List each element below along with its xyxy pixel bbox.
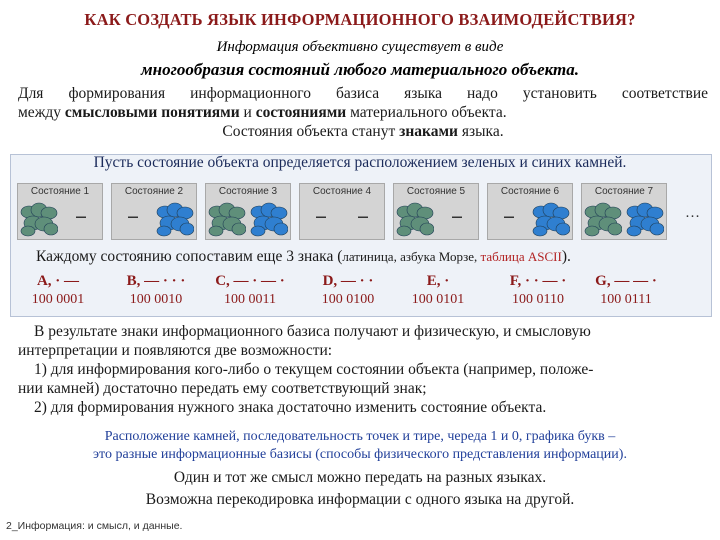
stone-slot (626, 201, 664, 237)
stone (21, 226, 35, 236)
letter-morse-code: C, — · — · (215, 273, 285, 289)
state-label: Состояние 4 (312, 186, 372, 197)
intro-line-2 (18, 103, 708, 122)
intro-line-1: Для формирования информационного базиса языка надо установить соответствие (18, 85, 708, 102)
ascii-binary-code: 100 0101 (411, 292, 465, 307)
stones-image (20, 201, 58, 237)
text-span: языка. (457, 123, 504, 140)
text-span: ). (561, 248, 571, 265)
subtitle-line-2: многообразия состояний любого материального объекта. (141, 60, 579, 79)
state-label: Состояние 2 (124, 186, 184, 197)
bases-note-line-2: это разные информационные базисы (способы физического представления информации). (93, 447, 627, 462)
state-label: Состояние 3 (218, 186, 278, 197)
stone (397, 226, 411, 236)
ascii-binary-code: 100 0010 (129, 292, 183, 307)
codes-row (0, 273, 720, 313)
empty-slot-mark: ▬▬ (504, 214, 514, 220)
stone-slot (438, 201, 476, 237)
stone-slot (208, 201, 246, 237)
code-column (488, 273, 588, 308)
result-paragraph (18, 322, 710, 417)
state-label: Состояние 7 (594, 186, 654, 197)
letter-morse-code: A, · — (36, 273, 80, 289)
stone-slot (114, 201, 152, 237)
text-span: латиница, азбука Морзе, (342, 249, 481, 264)
stone (608, 223, 622, 235)
result-line-5: 2) для формирования нужного знака достаточно изменить состояние объекта. (34, 399, 547, 416)
state-tile (487, 183, 573, 240)
state-tile (299, 183, 385, 240)
intro-paragraph (18, 84, 708, 141)
state-tile (581, 183, 667, 240)
text-span: Состояния объекта станут (222, 123, 400, 140)
code-column (200, 273, 300, 308)
letter-morse-code: G, — — · (595, 273, 657, 289)
stone-slot (584, 201, 622, 237)
stone (232, 223, 246, 235)
stone-slot (532, 201, 570, 237)
code-column (106, 273, 206, 308)
empty-slot-mark: ▬▬ (358, 214, 368, 220)
empty-slot-mark: ▬▬ (452, 214, 462, 220)
ascii-binary-code: 100 0100 (321, 292, 375, 307)
stones-image (250, 201, 288, 237)
bold-term: состояниями (255, 104, 347, 121)
code-column (388, 273, 488, 308)
stone (44, 223, 58, 235)
stones-image (626, 201, 664, 237)
more-states-ellipsis: … (685, 205, 700, 221)
ascii-binary-code: 100 0001 (31, 292, 85, 307)
stones-image (532, 201, 570, 237)
bold-term: знаками (399, 123, 458, 140)
code-column (298, 273, 398, 308)
stone-slot (62, 201, 100, 237)
text-span: и (239, 104, 256, 121)
stones-image (396, 201, 434, 237)
stone (627, 226, 641, 236)
stones-panel-heading: Пусть состояние объекта определяется расположением зеленых и синих камней. (93, 154, 627, 171)
conclusion-line-2: Возможна перекодировка информации с одного языка на другой. (145, 491, 575, 508)
stone (157, 226, 171, 236)
stone (180, 223, 194, 235)
stone-slot (250, 201, 288, 237)
bases-note (0, 428, 720, 464)
stone-slot (344, 201, 382, 237)
intro-line-3 (18, 122, 708, 141)
text-span: материального объекта. (346, 104, 507, 121)
stone-slot (20, 201, 58, 237)
letter-morse-code: F, · · — · (509, 273, 567, 289)
stones-image (584, 201, 622, 237)
stone (585, 226, 599, 236)
ascii-binary-code: 100 0110 (512, 292, 564, 307)
bases-note-line-1: Расположение камней, последовательность точек и тире, череда 1 и 0, графика букв – (104, 429, 616, 444)
state-tile (393, 183, 479, 240)
empty-slot-mark: ▬▬ (128, 214, 138, 220)
state-tile (205, 183, 291, 240)
result-line-1: В результате знаки информационного базиса получают и физическую, и смысловую (34, 323, 591, 340)
code-column (576, 273, 676, 308)
ascii-binary-code: 100 0011 (224, 292, 276, 307)
states-row (17, 183, 677, 238)
ascii-term: таблица ASCII (480, 249, 562, 264)
stones-image (208, 201, 246, 237)
subtitle-line-1: Информация объективно существует в виде (216, 39, 504, 55)
stone (274, 223, 288, 235)
stone (650, 223, 664, 235)
result-line-3: 1) для информирования кого-либо о текущем состоянии объекта (например, положе- (34, 361, 594, 378)
stone (209, 226, 223, 236)
letter-morse-code: E, · (426, 273, 450, 289)
letter-morse-code: B, — · · · (126, 273, 186, 289)
ascii-binary-code: 100 0111 (600, 292, 652, 307)
empty-slot-mark: ▬▬ (316, 214, 326, 220)
code-column (8, 273, 108, 308)
stones-image (156, 201, 194, 237)
page-title: КАК СОЗДАТЬ ЯЗЫК ИНФОРМАЦИОННОГО ВЗАИМОДЕЙСТВИЯ? (84, 10, 636, 29)
slide-footer: 2_Информация: и смысл, и данные. (6, 520, 183, 532)
state-tile (111, 183, 197, 240)
stone-slot (490, 201, 528, 237)
state-label: Состояние 6 (500, 186, 560, 197)
stone-slot (302, 201, 340, 237)
result-line-4: нии камней) достаточно передать ему соответствующий знак; (18, 380, 427, 397)
text-span: между (18, 104, 65, 121)
letter-morse-code: D, — · · (322, 273, 374, 289)
result-line-2: интерпретации и появляются две возможности: (18, 342, 333, 359)
conclusion-line-1: Один и тот же смысл можно передать на разных языках. (173, 469, 547, 486)
stone-slot (396, 201, 434, 237)
bold-term: смысловыми понятиями (64, 104, 240, 121)
empty-slot-mark: ▬▬ (76, 214, 86, 220)
conclusion (0, 467, 720, 511)
state-label: Состояние 1 (30, 186, 90, 197)
stone (556, 223, 570, 235)
state-tile (17, 183, 103, 240)
stone-slot (156, 201, 194, 237)
state-label: Состояние 5 (406, 186, 466, 197)
stone (420, 223, 434, 235)
text-span: Каждому состоянию сопоставим еще 3 знака ( (36, 248, 343, 265)
stone (533, 226, 547, 236)
stone (251, 226, 265, 236)
sign-mapping-line (36, 248, 571, 266)
